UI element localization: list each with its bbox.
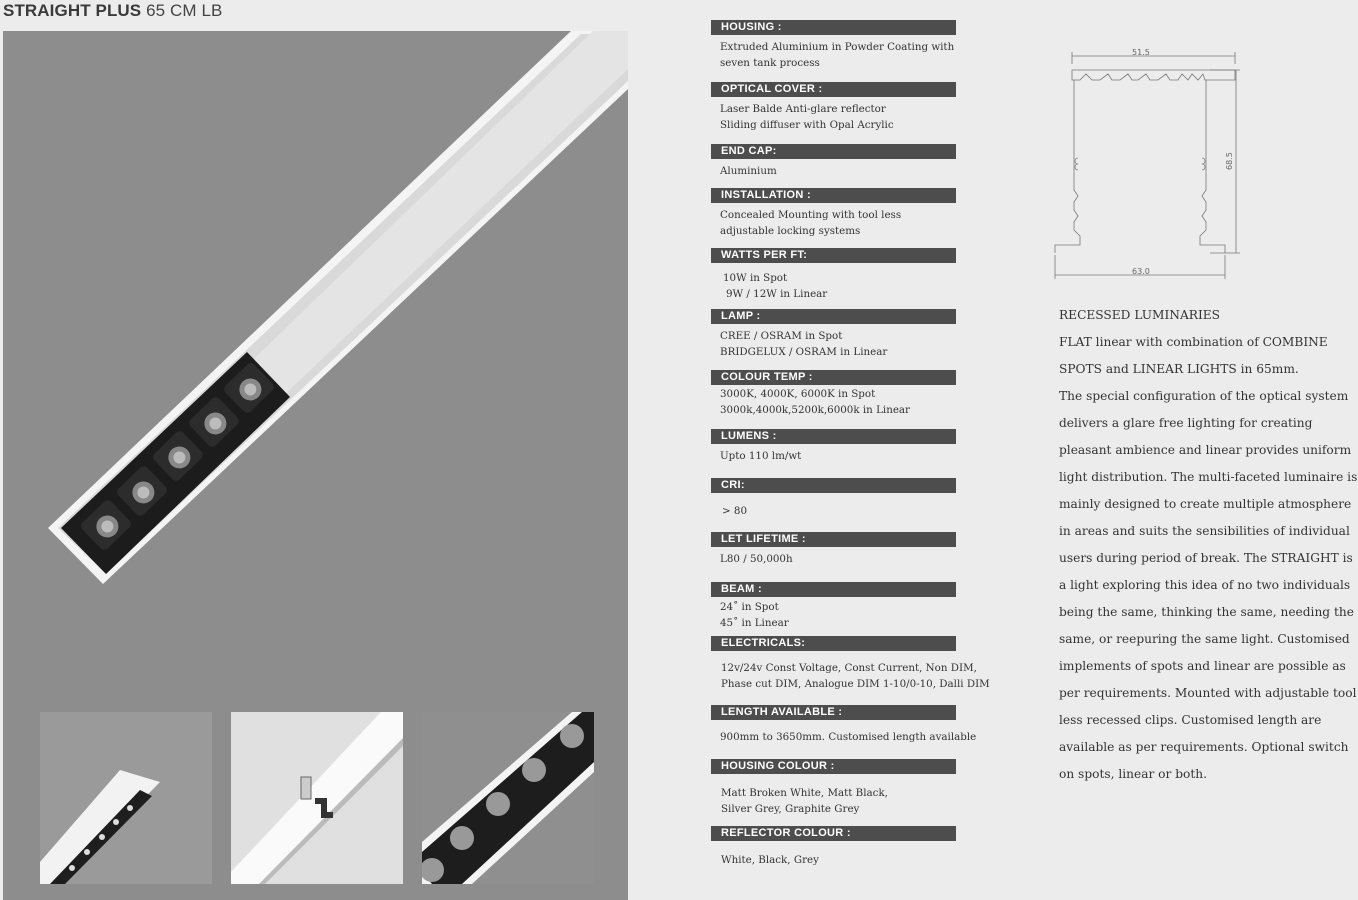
description-line: on spots, linear or both. bbox=[1059, 767, 1207, 781]
spec-label: REFLECTOR COLOUR : bbox=[711, 826, 956, 841]
spec-value: seven tank process bbox=[720, 57, 820, 69]
spec-colour-temp bbox=[711, 370, 956, 418]
spec-let-lifetime bbox=[711, 532, 956, 567]
product-name: STRAIGHT PLUS bbox=[3, 1, 142, 20]
spec-value: Laser Balde Anti-glare reflector bbox=[720, 103, 886, 115]
description-line: implements of spots and linear are possible as bbox=[1059, 659, 1346, 673]
spec-label: CRI: bbox=[711, 478, 956, 493]
spec-beam bbox=[711, 582, 956, 631]
spec-value: White, Black, Grey bbox=[721, 854, 819, 866]
spec-housing bbox=[711, 20, 956, 71]
spec-length-available bbox=[711, 705, 977, 745]
spec-label: LET LIFETIME : bbox=[711, 532, 956, 547]
spec-housing-colour bbox=[711, 759, 956, 817]
spec-value: CREE / OSRAM in Spot bbox=[720, 330, 843, 342]
spec-label: LAMP : bbox=[711, 309, 956, 324]
profile-cross-section-diagram bbox=[1050, 40, 1250, 280]
description-heading: RECESSED LUMINARIES bbox=[1059, 308, 1221, 322]
spec-value: Extruded Aluminium in Powder Coating with bbox=[720, 41, 955, 53]
spec-label: LENGTH AVAILABLE : bbox=[711, 705, 956, 720]
description-line: users during period of break. The STRAIGHT is bbox=[1059, 551, 1353, 565]
product-variant: 65 CM LB bbox=[146, 1, 223, 20]
spec-value: L80 / 50,000h bbox=[720, 553, 793, 565]
spec-value: 3000K, 4000K, 6000K in Spot bbox=[720, 388, 876, 400]
spec-installation bbox=[711, 188, 956, 239]
bottom-width-label: 63.0 bbox=[1132, 267, 1150, 276]
description-line: available as per requirements. Optional switch bbox=[1059, 740, 1349, 754]
thumbnail-3[interactable] bbox=[422, 712, 594, 884]
thumbnail-2[interactable] bbox=[231, 712, 403, 884]
spec-value: adjustable locking systems bbox=[720, 225, 861, 237]
spec-value: Phase cut DIM, Analogue DIM 1-10/0-10, Dalli DIM bbox=[721, 678, 990, 690]
description-line: a light exploring this idea of no two individuals bbox=[1059, 578, 1351, 592]
spec-label: COLOUR TEMP : bbox=[711, 370, 956, 385]
spec-label: ELECTRICALS: bbox=[711, 636, 956, 651]
spec-value: Upto 110 lm/wt bbox=[720, 450, 802, 462]
spec-reflector-colour bbox=[711, 826, 956, 868]
thumbnail-1[interactable] bbox=[40, 712, 212, 884]
spec-label: LUMENS : bbox=[711, 429, 956, 444]
height-label: 68.5 bbox=[1225, 152, 1234, 170]
description-line: in areas and suits the sensibilities of individual bbox=[1059, 524, 1350, 538]
description-line: mainly designed to create multiple atmosphere bbox=[1059, 497, 1352, 511]
spec-electricals bbox=[711, 636, 990, 692]
spec-value: Matt Broken White, Matt Black, bbox=[721, 787, 888, 799]
top-width-label: 51.5 bbox=[1132, 48, 1150, 57]
spec-value: Concealed Mounting with tool less bbox=[720, 209, 902, 221]
product-description bbox=[1059, 302, 1358, 788]
description-line: same, or reepuring the same light. Customised bbox=[1059, 632, 1350, 646]
spec-value: Aluminium bbox=[720, 165, 777, 177]
description-line: SPOTS and LINEAR LIGHTS in 65mm. bbox=[1059, 362, 1299, 376]
spec-value: 12v/24v Const Voltage, Const Current, Non DIM, bbox=[721, 662, 977, 674]
spec-label: INSTALLATION : bbox=[711, 188, 956, 203]
description-line: less recessed clips. Customised length are bbox=[1059, 713, 1322, 727]
spec-label: WATTS PER FT: bbox=[711, 248, 956, 263]
spec-value: 10W in Spot bbox=[723, 272, 788, 284]
spec-lamp bbox=[711, 309, 956, 360]
description-line: FLAT linear with combination of COMBINE bbox=[1059, 335, 1328, 349]
description-line: light distribution. The multi-faceted luminaire is bbox=[1059, 470, 1358, 484]
spec-watts-per-ft bbox=[711, 248, 956, 302]
spec-value: BRIDGELUX / OSRAM in Linear bbox=[720, 346, 888, 358]
spec-cri bbox=[711, 478, 956, 519]
spec-label: HOUSING : bbox=[711, 20, 956, 35]
description-line: The special configuration of the optical system bbox=[1059, 389, 1349, 403]
description-line: pleasant ambience and linear provides uniform bbox=[1059, 443, 1352, 457]
spec-label: OPTICAL COVER : bbox=[711, 82, 956, 97]
spec-value: 9W / 12W in Linear bbox=[726, 288, 828, 300]
spec-value: 900mm to 3650mm. Customised length available bbox=[720, 731, 977, 743]
spec-lumens bbox=[711, 429, 956, 464]
spec-label: HOUSING COLOUR : bbox=[711, 759, 956, 774]
spec-label: BEAM : bbox=[711, 582, 956, 597]
spot-reflectors bbox=[79, 361, 276, 552]
spec-value: Sliding diffuser with Opal Acrylic bbox=[720, 119, 894, 131]
spec-optical-cover bbox=[711, 82, 956, 133]
spec-value: 24˚ in Spot bbox=[720, 601, 779, 613]
spec-value: 45˚ in Linear bbox=[720, 617, 789, 629]
page-title bbox=[3, 1, 222, 21]
description-line: per requirements. Mounted with adjustable tool bbox=[1059, 686, 1357, 700]
spec-label: END CAP: bbox=[711, 144, 956, 159]
spec-value: > 80 bbox=[722, 505, 748, 517]
description-line: delivers a glare free lighting for creating bbox=[1059, 416, 1313, 430]
description-line: being the same, thinking the same, needing the bbox=[1059, 605, 1354, 619]
spec-end-cap bbox=[711, 144, 956, 179]
spec-value: Silver Grey, Graphite Grey bbox=[721, 803, 860, 815]
spec-value: 3000k,4000k,5200k,6000k in Linear bbox=[720, 404, 910, 416]
